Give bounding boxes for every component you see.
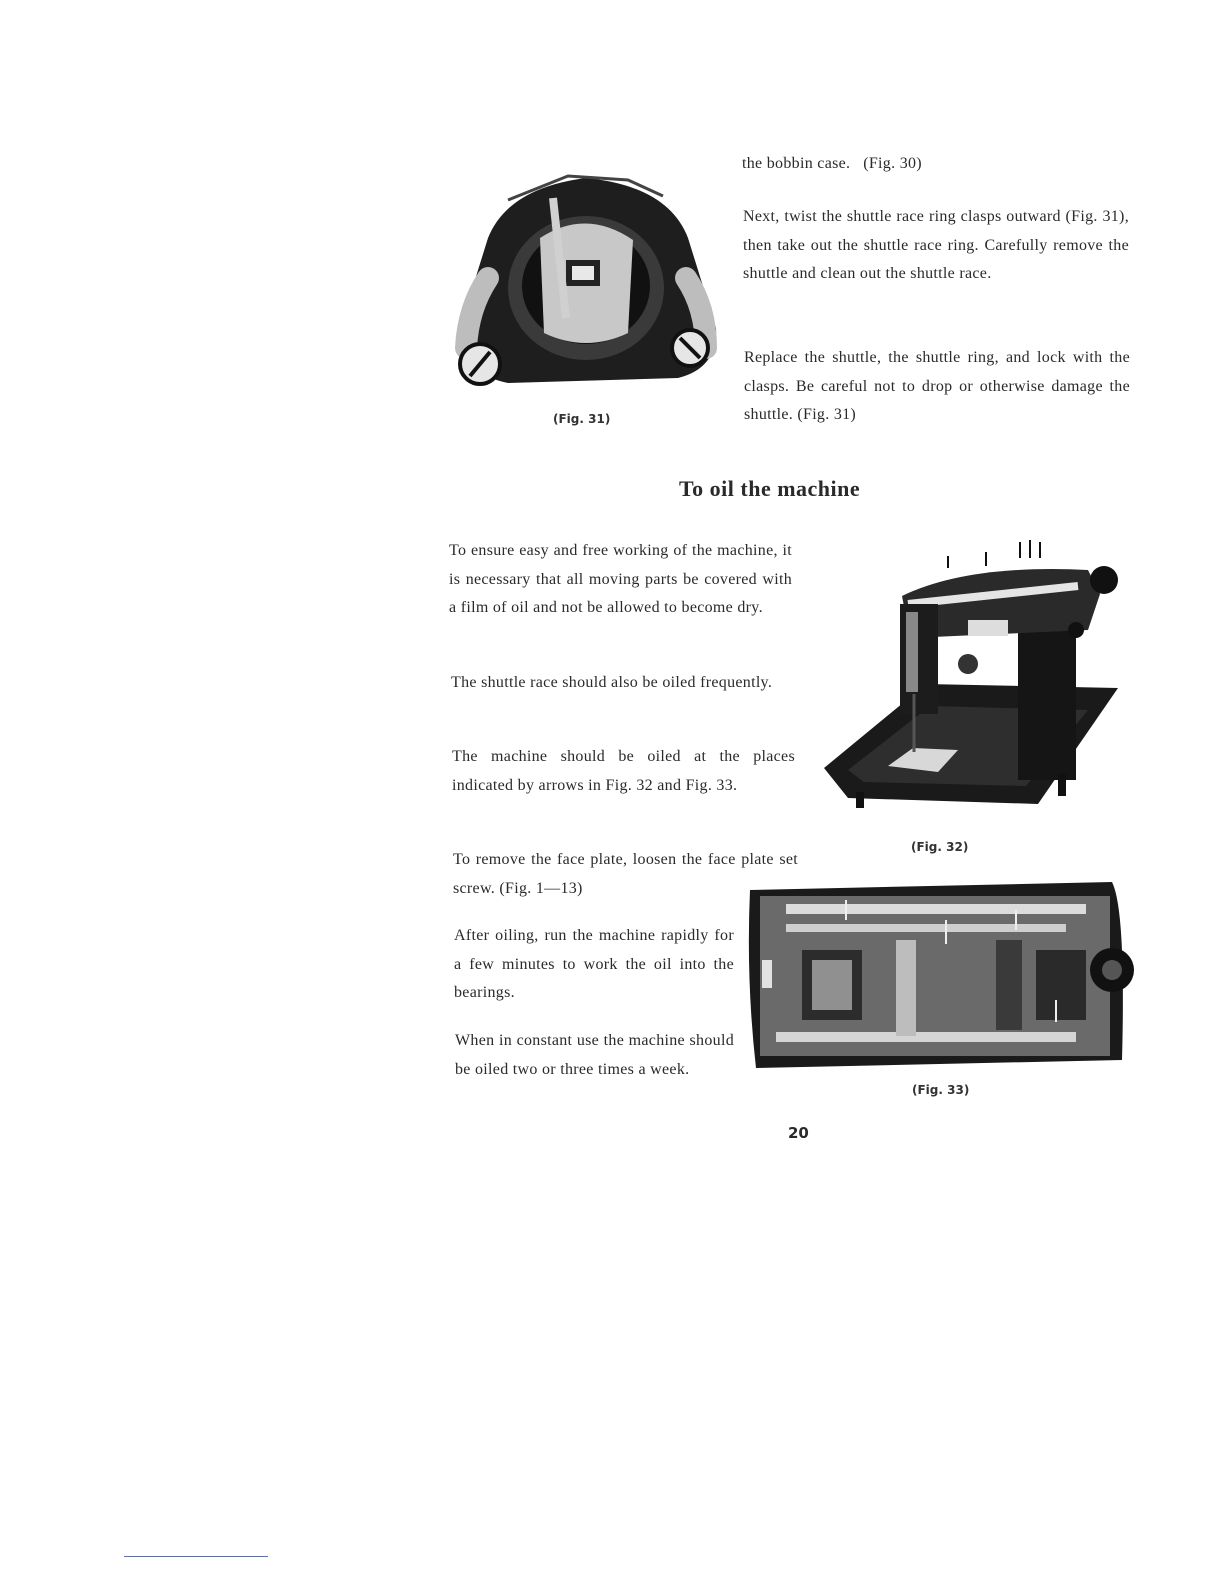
paragraph-shuttle-race-oiled: The shuttle race should also be oiled frequently.	[451, 674, 773, 691]
section-heading: To oil the machine	[679, 476, 861, 501]
fig33-caption: (Fig. 33)	[912, 1083, 970, 1097]
fig32-sewing-machine-image	[818, 534, 1122, 820]
paragraph-ensure-oil: To ensure easy and free working of the machine, it is necessary that all moving parts be covered with a film of oil and not be allowed to become dry.	[449, 542, 792, 616]
paragraph-after-oiling: After oiling, run the machine rapidly for a few minutes to work the oil into the bearings.	[454, 927, 734, 1001]
paragraph-face-plate: To remove the face plate, loosen the face plate set screw. (Fig. 1—13)	[453, 851, 798, 897]
paragraph-replace-shuttle: Replace the shuttle, the shuttle ring, and lock with the clasps. Be careful not to drop or otherwise damage the shuttle. (Fig. 31)	[744, 349, 1130, 423]
paragraph-twist-clasps: Next, twist the shuttle race ring clasps outward (Fig. 31), then take out the shuttle race ring. Carefully remove the shuttle and clean out the shuttle race.	[743, 208, 1129, 282]
paragraph-oil-arrows: The machine should be oiled at the places indicated by arrows in Fig. 32 and Fig. 33.	[452, 748, 795, 794]
bottom-rule	[124, 1556, 268, 1557]
page-number: 20	[788, 1124, 809, 1142]
fig31-shuttle-race-image	[448, 168, 724, 408]
fig32-caption: (Fig. 32)	[911, 840, 969, 854]
fig33-machine-underside-image	[746, 880, 1144, 1070]
paragraph-constant-use: When in constant use the machine should be oiled two or three times a week.	[455, 1032, 734, 1078]
fig31-caption: (Fig. 31)	[553, 412, 611, 426]
paragraph-bobbin-case: the bobbin case. (Fig. 30)	[742, 155, 922, 172]
